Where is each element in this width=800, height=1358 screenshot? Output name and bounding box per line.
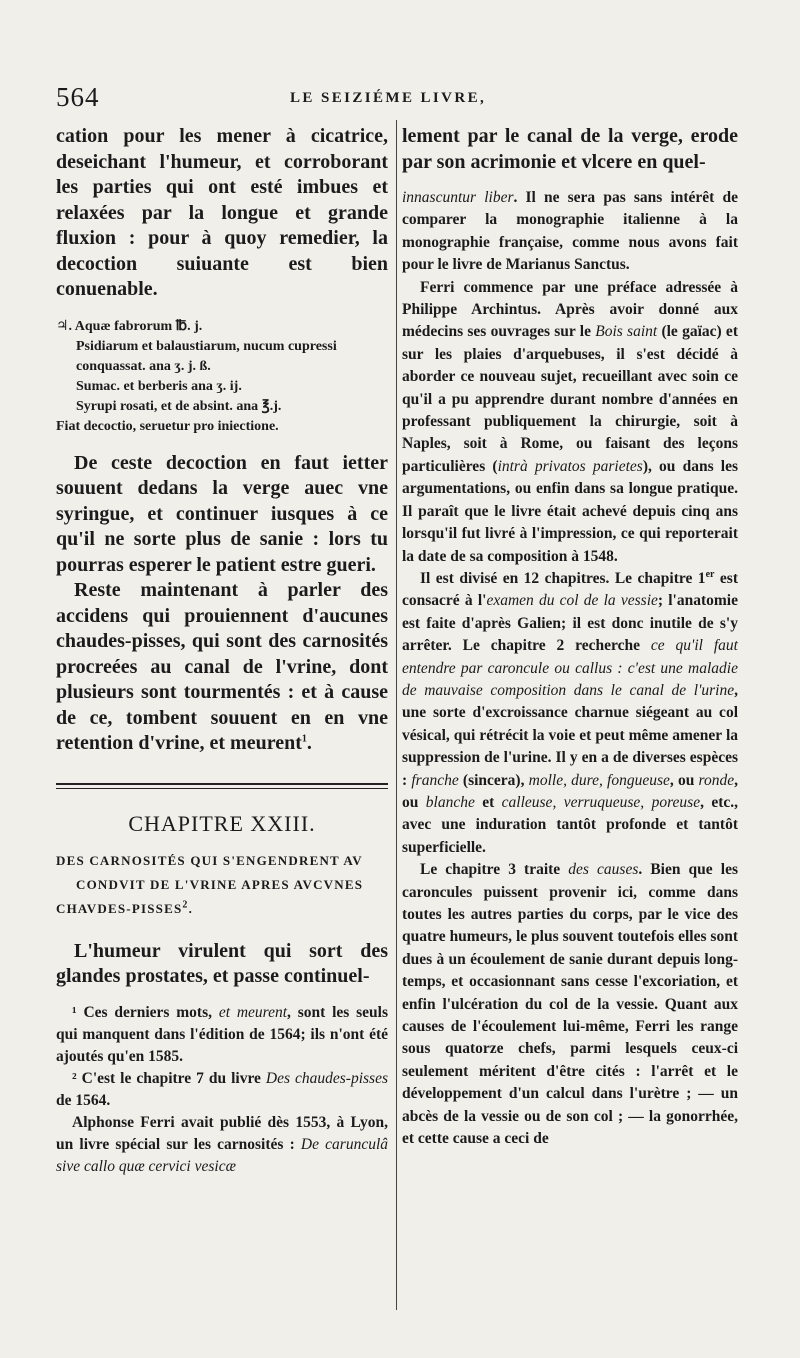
footnote-emphasis: innascuntur liber	[402, 189, 514, 206]
footnote-text: Il est divisé en 12 chapitres. Le chapitre 1	[420, 569, 706, 587]
footnote-text: est consacré à l'	[402, 569, 738, 610]
recipe-line: Psidiarum et balaustiarum, nucum cupressi conquassat. ana ʒ. j. ß.	[76, 338, 337, 374]
chapter-title: CHAPITRE XXIII.	[128, 810, 316, 836]
footnote-emphasis: blanche	[425, 793, 475, 811]
footnote-text: de 1564.	[56, 1091, 111, 1109]
paragraph: Reste maintenant à parler des accidens qui prouiennent d'aucunes chaudes-pisses, qui sont des carnosités procreées au canal de l'vrine, dont plusieurs sont tourmentés : et à cause de ce, tombent souuent en en vne retention d'vrine, et meurent$^1$.	[56, 579, 388, 754]
footnote-text: . Il ne sera pas sans intérêt de comparer la monographie italienne à la monographie française, comme nous avons fait pour le livre de Marianus Sanctus.	[402, 189, 738, 274]
footnote-emphasis: De carunculâ sive callo quæ cervici vesicæ	[56, 1135, 389, 1175]
footnote-emphasis: Des chaudes-pisses	[265, 1069, 388, 1087]
chapter-subtitle-line: CONDVIT DE L'VRINE APRES AVCVNES	[76, 876, 364, 892]
footnote-ref: 1	[301, 733, 307, 745]
footnote-emphasis: et meurent	[218, 1003, 288, 1021]
footnote	[56, 1068, 388, 1112]
paragraph-text: Reste maintenant à parler des accidens qui prouiennent d'aucunes chaudes-pisses, qui sont des carnosités procreées au canal de l'vrine, dont plusieurs sont tourmentés : et à cause de ce, tombent souuent en en vne retention d'vrine, et meurent	[56, 579, 388, 754]
running-title: LE SEIZIÉME LIVRE,	[290, 90, 487, 106]
paragraph: L'humeur virulent qui sort des glandes prostates, et passe continuel-	[56, 939, 388, 987]
footnote-paragraph	[402, 277, 738, 568]
footnote-text: (sincera),	[458, 771, 529, 789]
footnote-text: ¹ Ces derniers mots,	[72, 1003, 219, 1021]
chapter-subtitle-line: DES CARNOSITÉS QUI S'ENGENDRENT AV	[56, 852, 363, 868]
chapter-subtitle-line: CHAVDES-PISSES	[56, 900, 183, 916]
footnote-emphasis: molle, dure, fongueuse	[528, 771, 670, 789]
footnote-text: ; l'anatomie est faite d'après Galien; il est donc inutile de s'y arrêter. Le chapitre 2 recherche	[402, 592, 738, 655]
recipe-line: Sumac. et berberis ana ʒ. ij.	[76, 378, 242, 394]
footnote-emphasis: des causes	[568, 861, 639, 879]
footnote-text: et	[474, 793, 502, 811]
superscript: er	[705, 568, 715, 580]
footnote-text: , etc., avec une induration tantôt profonde et tantôt superficielle.	[402, 793, 739, 856]
footnote-paragraph	[402, 859, 738, 1150]
paragraph: lement par le canal de la verge, erode par son acrimonie et vlcere en quel-	[402, 125, 738, 173]
footnote-continuation	[402, 187, 738, 277]
footnote-text: , une sorte d'excroissance charnue siégeant au col vésical, qui rétrécit la voie et peut même amener la suppression de l'urine. Il y en a de diverses espèces :	[402, 681, 738, 789]
footnote-emphasis: Bois saint	[595, 323, 658, 341]
recipe-line: Fiat decoctio, seruetur pro iniectione.	[56, 418, 279, 434]
footnote-text: (le gaïac) et sur les plaies d'arquebuses, il s'est décidé à aborder ce nouveau sujet, recueillant avec soin ce qu'il a pu apprendre durant nombre d'années en professant publiquement la chirurgie, soit à Naples, soit à Rome, ou faisant des leçons particulières (	[402, 323, 738, 475]
left-column	[56, 124, 388, 1178]
footnote-text: Le chapitre 3 traite	[420, 861, 569, 879]
footnote	[56, 1112, 388, 1178]
recipe-line: Syrupi rosati, et de absint. ana ℥.j.	[76, 398, 282, 414]
footnote-paragraph	[402, 568, 738, 859]
running-head	[56, 82, 756, 114]
footnote-text: . Bien que les caroncules puissent provenir ici, comme dans toutes les autres parties du corps, par le vice des quatre humeurs, le plus souvent toutefois elles sont dues à un écoulement de sanie durant depuis long-temps, et occasionnant sans cesse l'excoriation, et enfin l'ulcération du col de la vessie. Quant aux causes de l'écoulement lui-même, Ferri les range sous quatorze chefs, parmi lesquels ceux-ci seulement méritent d'être cités : l'arrêt et le développement d'un calcul dans l'urètre ; — un abcès de la vessie ou de son col ; — la gonorrhée, et cette cause a ceci de	[402, 861, 738, 1148]
footnote-emphasis: calleuse, verruqueuse, poreuse	[501, 793, 701, 811]
footnote-emphasis: ce qu'il faut entendre par caroncule ou callus : c'est une maladie de mauvaise composition dans le canal de l'urine	[402, 637, 738, 699]
footnote-emphasis: examen du col de la vessie	[486, 592, 658, 610]
footnote-text: , ou	[669, 771, 699, 789]
footnote-ref: 2	[182, 899, 189, 911]
footnote-text: , ou	[402, 771, 738, 811]
recipe	[56, 317, 388, 437]
footnote-text: Ferri commence par une préface adressée à Philippe Archintus. Après avoir donné aux médecins ses ouvrages sur le	[402, 278, 738, 341]
section-divider	[56, 783, 388, 789]
footnote-emphasis: ronde	[698, 771, 735, 789]
footnote-text: , sont les seuls qui manquent dans l'édition de 1564; ils n'ont été ajoutés qu'en 1585.	[56, 1003, 388, 1065]
column-rule	[396, 120, 397, 1310]
paragraph: cation pour les mener à cicatrice, deseichant l'humeur, et corroborant les parties qui ont esté imbues et relaxées par la longue et grande fluxion : pour à quoy remedier, la decoction suiuante est bien conuenable.	[56, 125, 388, 300]
footnote-text: Alphonse Ferri avait publié dès 1553, à Lyon, un livre spécial sur les carnosités :	[56, 1113, 388, 1153]
footnote	[56, 1002, 388, 1068]
footnote-emphasis: franche	[411, 771, 459, 789]
paragraph: De ceste decoction en faut ietter souuent dedans la verge auec vne syringue, et continuer iusques à ce qu'il ne sorte plus de sanie : lors tu pourras esperer le patient estre gueri.	[56, 451, 388, 576]
footnote-text: ), ou dans les argumentations, ou enfin dans sa longue pratique. Il paraît que le livre était achevé depuis cinq ans lorsqu'il fut livré à l'impression, ce qui reporterait la date de sa composition à 1548.	[402, 457, 738, 565]
right-column	[402, 124, 738, 1150]
footnotes	[56, 1002, 388, 1178]
chapter-subtitle: DES CARNOSITÉS QUI S'ENGENDRENT AV CONDVIT DE L'VRINE APRES AVCVNES CHAVDES-PISSES$^2$.	[56, 849, 388, 921]
footnote-emphasis: intrà privatos parietes	[497, 457, 643, 475]
recipe-line: ♃. Aquæ fabrorum ℔. j.	[56, 318, 203, 334]
page-number: 564	[56, 82, 100, 112]
footnote-text: ² C'est le chapitre 7 du livre	[72, 1069, 266, 1087]
